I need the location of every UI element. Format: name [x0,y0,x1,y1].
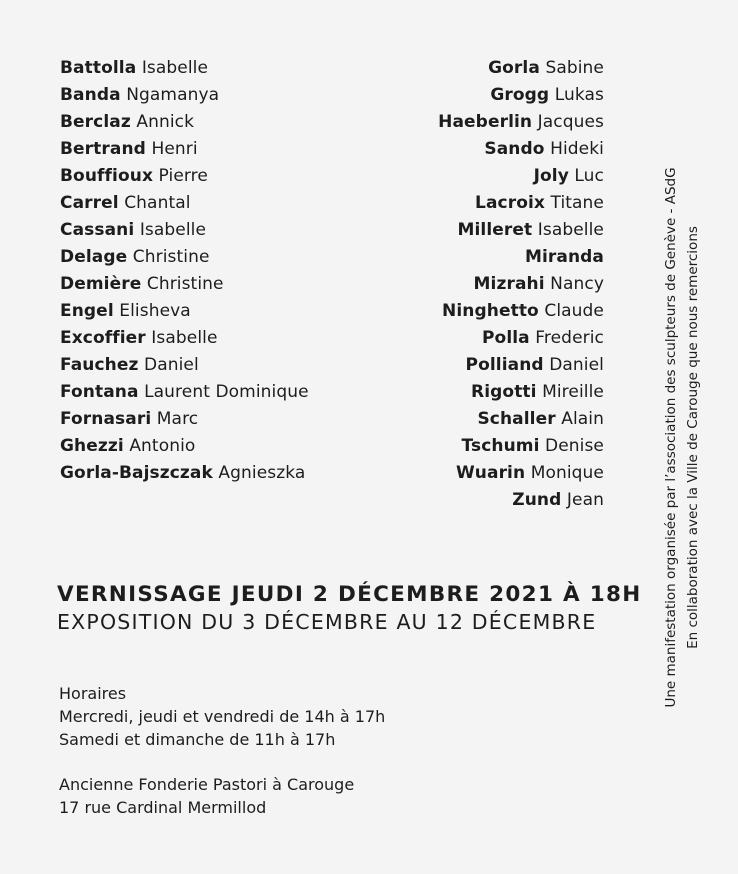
artist-last-name: Lacroix [475,193,545,213]
artist-first-name: Marc [156,409,199,429]
hours-weekdays: Mercredi, jeudi et vendredi de 14h à 17h [59,707,386,726]
artist-first-name: Claude [544,301,604,321]
hours-heading: Horaires [59,684,127,703]
artist-last-name: Fontana [60,382,139,402]
artist-last-name: Miranda [524,247,604,267]
artist-first-name: Chantal [124,193,191,213]
artist-last-name: Gorla [488,58,540,78]
artist-last-name: Haeberlin [438,112,533,132]
artist-last-name: Berclaz [60,112,131,132]
artist-name [60,110,309,137]
artist-first-name: Henri [151,139,198,159]
artist-name [60,380,309,407]
artist-first-name: Jean [566,490,604,510]
side-note-organizer: Une manifestation organisée par l’association des sculpteurs de Genève - ASdG [663,167,679,708]
artist-name [438,488,604,515]
artist-last-name: Sando [484,139,545,159]
opening-hours [59,682,385,751]
artist-last-name: Engel [60,301,114,321]
artist-last-name: Gorla-Bajszczak [60,463,213,483]
artist-first-name: Alain [561,409,604,429]
artist-first-name: Hideki [550,139,604,159]
artist-last-name: Schaller [477,409,556,429]
artist-first-name: Antonio [129,436,196,456]
artist-name [438,164,604,191]
artist-first-name: Mireille [542,382,604,402]
artist-last-name: Bouffioux [60,166,154,186]
artist-name [60,272,309,299]
artist-first-name: Nancy [550,274,604,294]
artist-first-name: Annick [136,112,195,132]
artist-first-name: Isabelle [537,220,604,240]
artist-last-name: Demière [60,274,142,294]
artist-last-name: Delage [60,247,128,267]
artist-last-name: Battolla [60,58,137,78]
artist-name [438,434,604,461]
artist-name [438,83,604,110]
artist-last-name: Tschumi [461,436,540,456]
artist-name [438,272,604,299]
artist-first-name: Daniel [549,355,604,375]
artist-name [60,407,309,434]
artist-name [438,326,604,353]
side-note [660,135,704,740]
artist-last-name: Cassani [60,220,135,240]
artist-name [438,461,604,488]
artist-last-name: Rigotti [471,382,537,402]
artist-name [438,299,604,326]
artist-last-name: Milleret [457,220,533,240]
artists-left-column [60,56,309,488]
artist-last-name: Mizrahi [473,274,545,294]
artist-last-name: Grogg [490,85,550,105]
hours-weekend: Samedi et dimanche de 11h à 17h [59,730,336,749]
artist-last-name: Carrel [60,193,119,213]
artist-name [438,218,604,245]
artist-last-name: Ghezzi [60,436,124,456]
artist-name [438,407,604,434]
venue-name: Ancienne Fonderie Pastori à Carouge [59,775,355,794]
artist-last-name: Polla [481,328,530,348]
artist-first-name: Elisheva [119,301,191,321]
artist-last-name: Joly [533,166,569,186]
artist-name [60,326,309,353]
artist-name [60,461,309,488]
artists-right-column [438,56,604,515]
side-note-collaboration: En collaboration avec la Ville de Carouge que nous remercions [685,226,701,649]
artist-name [60,353,309,380]
artist-first-name: Agnieszka [218,463,306,483]
artist-first-name: Lukas [554,85,604,105]
vernissage-title: VERNISSAGE JEUDI 2 DÉCEMBRE 2021 À 18H [57,582,642,607]
artist-first-name: Daniel [144,355,199,375]
artist-first-name: Isabelle [151,328,218,348]
artist-first-name: Denise [545,436,604,456]
artist-last-name: Zund [512,490,562,510]
artist-name [438,191,604,218]
artist-name [438,245,604,272]
artist-first-name: Christine [132,247,210,267]
artist-last-name: Banda [60,85,121,105]
artist-first-name: Pierre [158,166,208,186]
artist-name [438,110,604,137]
artist-first-name: Frederic [535,328,604,348]
artist-name [438,353,604,380]
artist-last-name: Polliand [465,355,544,375]
artist-first-name: Ngamanya [126,85,220,105]
artist-name [438,56,604,83]
artist-first-name: Laurent Dominique [144,382,309,402]
artist-name [60,56,309,83]
artist-last-name: Excoffier [60,328,146,348]
artist-last-name: Fornasari [60,409,152,429]
artist-first-name: Jacques [537,112,604,132]
artist-last-name: Fauchez [60,355,139,375]
artist-name [60,299,309,326]
artist-name [60,245,309,272]
artist-last-name: Ninghetto [442,301,539,321]
artist-first-name: Christine [146,274,224,294]
artist-last-name: Wuarin [455,463,526,483]
venue-address: 17 rue Cardinal Mermillod [59,798,267,817]
artist-first-name: Isabelle [141,58,209,78]
artist-name [60,218,309,245]
artist-first-name: Sabine [545,58,604,78]
artist-first-name: Titane [550,193,604,213]
artist-name [60,434,309,461]
artist-name [60,191,309,218]
artist-name [60,137,309,164]
exhibition-dates: EXPOSITION DU 3 DÉCEMBRE AU 12 DÉCEMBRE [57,610,597,634]
venue-info [59,773,354,819]
artist-first-name: Luc [574,166,604,186]
artist-last-name: Bertrand [60,139,146,159]
artist-first-name: Monique [530,463,604,483]
artist-name [60,83,309,110]
artist-name [438,380,604,407]
artist-name [60,164,309,191]
artist-name [438,137,604,164]
artist-first-name: Isabelle [139,220,207,240]
